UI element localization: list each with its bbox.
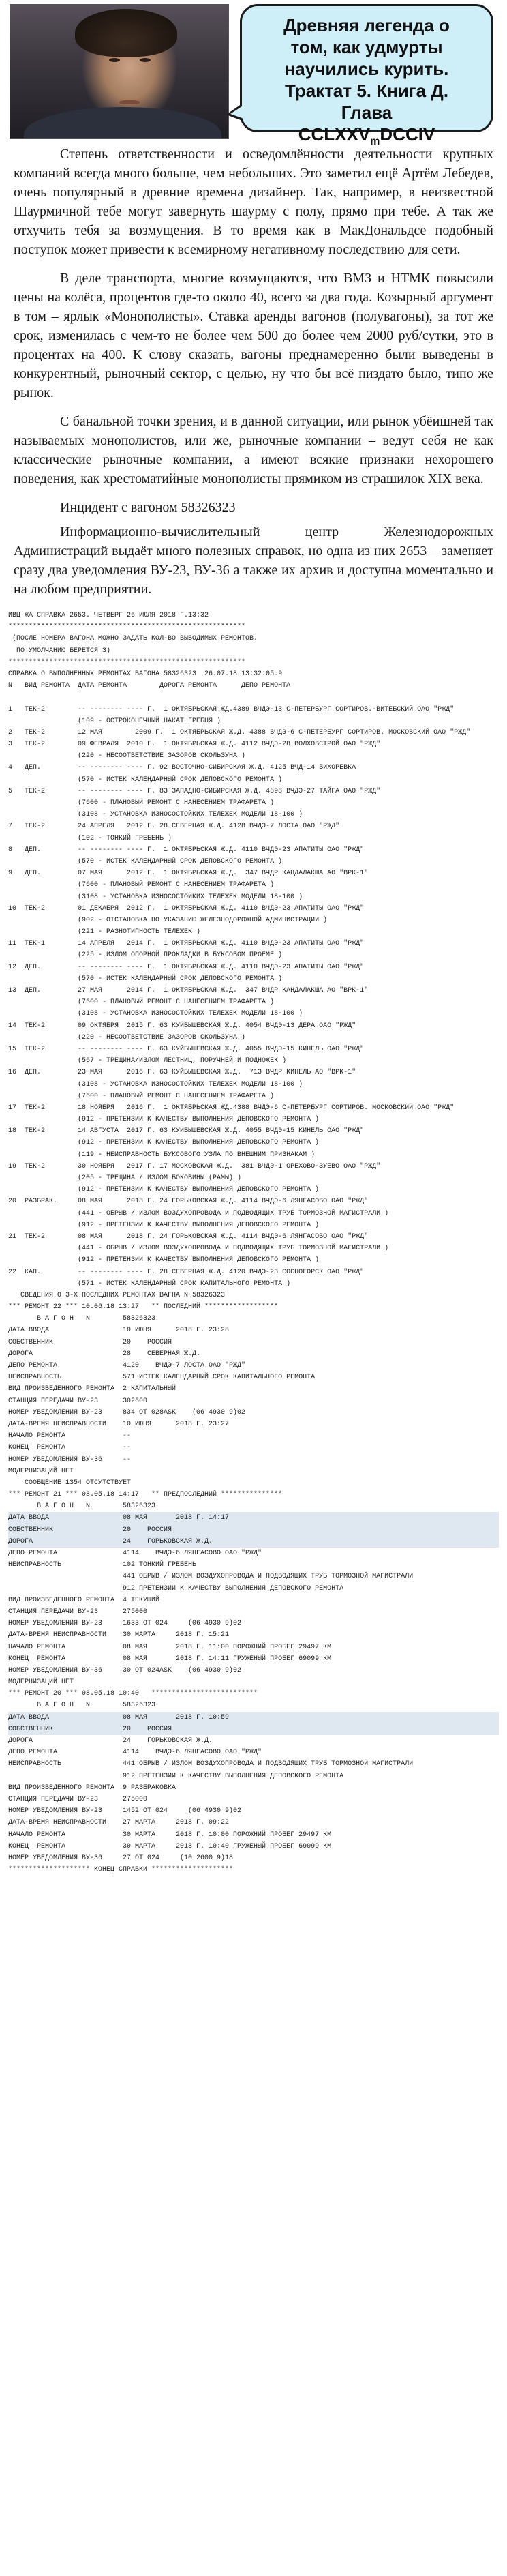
printout-line: 912 ПРЕТЕНЗИИ К КАЧЕСТВУ ВЫПОЛНЕНИЯ ДЕПОВСКОГО РЕМОНТА bbox=[8, 1584, 344, 1593]
printout-line: 12 ДЕП. -- -------- ---- Г. 1 ОКТЯБРЬСКАЯ Ж.Д. 4110 ВЧДЭ-23 АПАТИТЫ ОАО "РЖД" bbox=[8, 963, 365, 971]
portrait-eye bbox=[140, 58, 151, 62]
printout-line: ПО УМОЛЧАНИЮ БЕРЕТСЯ 3) bbox=[8, 647, 111, 655]
speech-bubble bbox=[240, 4, 493, 148]
printout-line: НОМЕР УВЕДОМЛЕНИЯ ВУ-23 1633 ОТ 024 (06 4930 9)02 bbox=[8, 1620, 242, 1628]
printout-line: НАЧАЛО РЕМОНТА 30 МАРТА 2018 Г. 10:00 ПОРОЖНИЙ ПРОБЕГ 29497 КМ bbox=[8, 1831, 332, 1839]
header bbox=[0, 0, 507, 148]
printout-line: 15 ТЕК-2 -- -------- ---- Г. 63 КУЙБЫШЕВСКАЯ Ж.Д. 4055 ВЧДЭ-15 КИНЕЛЬ ОАО "РЖД" bbox=[8, 1045, 365, 1053]
printout-line: (570 - ИСТЕК КАЛЕНДАРНЫЙ СРОК ДЕПОВСКОГО РЕМОНТА ) bbox=[8, 975, 283, 983]
printout-line: (7600 - ПЛАНОВЫЙ РЕМОНТ С НАНЕСЕНИЕМ ТРАФАРЕТА ) bbox=[8, 998, 275, 1007]
printout-line: (912 - ПРЕТЕНЗИИ К КАЧЕСТВУ ВЫПОЛНЕНИЯ ДЕПОВСКОГО РЕМОНТА ) bbox=[8, 1116, 320, 1124]
printout-line: (221 - РАЗНОТИПНОСТЬ ТЕЛЕЖЕК ) bbox=[8, 928, 201, 936]
printout-line: В А Г О Н N 58326323 bbox=[8, 1702, 156, 1710]
printout-line: (570 - ИСТЕК КАЛЕНДАРНЫЙ СРОК ДЕПОВСКОГО РЕМОНТА ) bbox=[8, 857, 283, 865]
chapter-suffix: DCCIV bbox=[380, 124, 435, 145]
bubble-line: Трактат 5. Книга Д. bbox=[284, 80, 449, 101]
printout-line: ИВЦ ЖА СПРАВКА 2653. ЧЕТВЕРГ 26 ИЮЛЯ 2018 Г.13:32 bbox=[8, 612, 209, 619]
printout-line: *** РЕМОНТ 22 *** 10.06.18 13:27 ** ПОСЛЕДНИЙ ****************** bbox=[8, 1303, 279, 1312]
printout-line: (220 - НЕСООТВЕТСТВИЕ ЗАЗОРОВ СКОЛЬЗУНА ) bbox=[8, 752, 246, 760]
printout-line: (ПОСЛЕ НОМЕРА ВАГОНА МОЖНО ЗАДАТЬ КОЛ-ВО ВЫВОДИМЫХ РЕМОНТОВ. bbox=[8, 635, 258, 643]
printout-line: 20 РАЗБРАК. 08 МАЯ 2018 Г. 24 ГОРЬКОВСКАЯ Ж.Д. 4114 ВЧДЭ-6 ЛЯНГАСОВО ОАО "РЖД" bbox=[8, 1198, 369, 1206]
printout-line: (225 - ИЗЛОМ ОПОРНОЙ ПРОКЛАДКИ В БУКСОВОМ ПРОЕМЕ ) bbox=[8, 951, 283, 960]
printout-line: (570 - ИСТЕК КАЛЕНДАРНЫЙ СРОК ДЕПОВСКОГО РЕМОНТА ) bbox=[8, 775, 283, 784]
printout-line: МОДЕРНИЗАЦИЙ НЕТ bbox=[8, 1678, 74, 1687]
printout-line: (912 - ПРЕТЕНЗИИ К КАЧЕСТВУ ВЫПОЛНЕНИЯ ДЕПОВСКОГО РЕМОНТА ) bbox=[8, 1221, 320, 1229]
printout-line: 11 ТЕК-1 14 АПРЕЛЯ 2014 Г. 1 ОКТЯБРЬСКАЯ Ж.Д. 4110 ВЧДЭ-23 АПАТИТЫ ОАО "РЖД" bbox=[8, 940, 365, 948]
article-paragraph: С банальной точки зрения, и в данной ситуации, или рынок убёишней так называемых монополистов, или же, рыночные компании – ведут себя не как классические рыночные компании, а имеют всякие признаки нехорошего поведения, как хрестоматийные монополисты прямиком из страшилок XIX века. bbox=[14, 414, 493, 486]
printout-line: *** РЕМОНТ 20 *** 08.05.18 10:40 ************************** bbox=[8, 1690, 258, 1698]
printout-line: 22 КАП. -- -------- ---- Г. 28 СЕВЕРНАЯ Ж.Д. 4120 ВЧДЭ-23 СОСНОГОРСК ОАО "РЖД" bbox=[8, 1268, 365, 1276]
printout-line: 3 ТЕК-2 09 ФЕВРАЛЯ 2010 Г. 1 ОКТЯБРЬСКАЯ Ж.Д. 4112 ВЧДЭ-28 ВОЛХОВСТРОЙ ОАО "РЖД" bbox=[8, 741, 381, 749]
printout-line: 18 ТЕК-2 14 АВГУСТА 2017 Г. 63 КУЙБЫШЕВСКАЯ Ж.Д. 4055 ВЧДЭ-15 КИНЕЛЬ ОАО "РЖД" bbox=[8, 1127, 365, 1136]
printout-line: СОБСТВЕННИК 20 РОССИЯ bbox=[8, 1723, 499, 1735]
printout-line: МОДЕРНИЗАЦИЙ НЕТ bbox=[8, 1467, 74, 1475]
bubble-line: научились курить. bbox=[284, 59, 449, 79]
printout-line: (441 - ОБРЫВ / ИЗЛОМ ВОЗДУХОПРОВОДА И ПОДВОДЯЩИХ ТРУБ ТОРМОЗНОЙ МАГИСТРАЛИ ) bbox=[8, 1209, 389, 1217]
portrait-eye bbox=[109, 58, 120, 62]
printout-line: НОМЕР УВЕДОМЛЕНИЯ ВУ-23 834 ОТ 028АSK (06 4930 9)02 bbox=[8, 1408, 246, 1417]
printout-line: ********************************************************** bbox=[8, 623, 246, 632]
printout-line: НОМЕР УВЕДОМЛЕНИЯ ВУ-36 30 ОТ 024ASK (06 4930 9)02 bbox=[8, 1666, 242, 1674]
printout-line: НАЧАЛО РЕМОНТА 08 МАЯ 2018 Г. 11:00 ПОРОЖНИЙ ПРОБЕГ 29497 КМ bbox=[8, 1643, 332, 1651]
printout-line: (7600 - ПЛАНОВЫЙ РЕМОНТ С НАНЕСЕНИЕМ ТРАФАРЕТА ) bbox=[8, 881, 275, 889]
printout-line: (902 - ОТСТАНОВКА ПО УКАЗАНИЮ ЖЕЛЕЗНОДОРОЖНОЙ АДМИНИСТРАЦИИ ) bbox=[8, 916, 328, 924]
printout-line: ДОРОГА 24 ГОРЬКОВСКАЯ Ж.Д. bbox=[8, 1737, 213, 1745]
printout-line: 9 ДЕП. 07 МАЯ 2012 Г. 1 ОКТЯБРЬСКАЯ Ж.Д. 347 ВЧДР КАНДАЛАКША АО "ВРК-1" bbox=[8, 870, 369, 878]
printout-line: ВИД ПРОИЗВЕДЕННОГО РЕМОНТА 4 ТЕКУЩИЙ bbox=[8, 1596, 160, 1604]
printout-line: ДАТА ВВОДА 08 МАЯ 2018 Г. 14:17 bbox=[8, 1512, 499, 1524]
printout-line: ДАТА-ВРЕМЯ НЕИСПРАВНОСТИ 10 ИЮНЯ 2018 Г. 23:27 bbox=[8, 1420, 230, 1428]
printout-line: (567 - ТРЕЩИНА/ИЗЛОМ ЛЕСТНИЦ, ПОРУЧНЕЙ И ПОДНОЖЕК ) bbox=[8, 1057, 287, 1065]
printout-line: ДАТА-ВРЕМЯ НЕИСПРАВНОСТИ 30 МАРТА 2018 Г. 15:21 bbox=[8, 1631, 230, 1640]
printout-line: (912 - ПРЕТЕНЗИИ К КАЧЕСТВУ ВЫПОЛНЕНИЯ ДЕПОВСКОГО РЕМОНТА ) bbox=[8, 1256, 320, 1264]
portrait-hair bbox=[75, 9, 177, 57]
printout-line: 8 ДЕП. -- -------- ---- Г. 1 ОКТЯБРЬСКАЯ Ж.Д. 4110 ВЧДЭ-23 АПАТИТЫ ОАО "РЖД" bbox=[8, 846, 365, 854]
article-paragraph: Информационно-вычислительный центр Железнодорожных Администраций выдаёт много полезных справок, но одна из них 2653 – заменяет сразу два уведомления ВУ-23, ВУ-36 а также их архив и доступна моментально и на любом предприятии. bbox=[14, 524, 493, 597]
printout-line: СООБЩЕНИЕ 1354 ОТСУТСТВУЕТ bbox=[8, 1479, 132, 1487]
printout-line: 7 ТЕК-2 24 АПРЕЛЯ 2012 Г. 28 СЕВЕРНАЯ Ж.Д. 4128 ВЧДЭ-7 ЛОСТА ОАО "РЖД" bbox=[8, 823, 340, 831]
printout-line: ДАТА ВВОДА 10 ИЮНЯ 2018 Г. 23:28 bbox=[8, 1327, 230, 1335]
bubble-line-chapter bbox=[250, 123, 483, 153]
bubble-line: Древняя легенда о bbox=[283, 15, 450, 35]
printout-line: НЕИСПРАВНОСТЬ 441 ОБРЫВ / ИЗЛОМ ВОЗДУХОПРОВОДА И ПОДВОДЯЩИХ ТРУБ ТОРМОЗНОЙ МАГИСТРАЛИ bbox=[8, 1760, 414, 1768]
printout-line: ДЕПО РЕМОНТА 4114 ВЧДЭ-6 ЛЯНГАСОВО ОАО "РЖД" bbox=[8, 1550, 262, 1557]
printout-line: ДОРОГА 28 СЕВЕРНАЯ Ж.Д. bbox=[8, 1350, 201, 1358]
article-paragraph: Степень ответственности и осведомлённости деятельности крупных компаний всегда много больше, чем небольших. Это заметил ещё Артём Лебедев, очень популярный в древние времена дизайнер. Так, например, в неизвестной Шаурмичной тебе могут завернуть шаурму с полу, прямо при тебе. А так же отхучить тебя за возмущения. В то время как в МакДональдсе подобный поступок может привести к всемирному негативному последствию для сети. bbox=[14, 147, 493, 257]
printout-line: СТАНЦИЯ ПЕРЕДАЧИ ВУ-23 302600 bbox=[8, 1397, 148, 1405]
article-paragraph: В деле транспорта, многие возмущаются, что ВМЗ и НТМК повысили цены на колёса, процентов где-то около 40, всего за два года. Козырный аргумент в том – ярлык «Монополисты». Ставка аренды вагонов (полувагоны), за тот же срок, изменилась с чем-то не более чем 500 до более чем 2000 руб/сутки, это в процентах на 400. К слову сказать, вагоны преднамеренно были выведены в конкурентный, рыночный сектор, с целью, ну что бы всё пиздато было, типо же рынок. bbox=[14, 271, 493, 400]
portrait-mouth bbox=[119, 100, 140, 104]
printout-line: N ВИД РЕМОНТА ДАТА РЕМОНТА ДОРОГА РЕМОНТА ДЕПО РЕМОНТА bbox=[8, 682, 291, 690]
printout-line: ДЕПО РЕМОНТА 4120 ВЧДЭ-7 ЛОСТА ОАО "РЖД" bbox=[8, 1362, 246, 1370]
printout-line: ДОРОГА 24 ГОРЬКОВСКАЯ Ж.Д. bbox=[8, 1536, 499, 1548]
printout-line: 4 ДЕП. -- -------- ---- Г. 92 ВОСТОЧНО-СИБИРСКАЯ Ж.Д. 4125 ВЧД-14 ВИХОРЕВКА bbox=[8, 764, 356, 772]
printout-line: СВЕДЕНИЯ О 3-Х ПОСЛЕДНИХ РЕМОНТАХ ВАГНА N 58326323 bbox=[8, 1291, 226, 1299]
printout-line: ******************** КОНЕЦ СПРАВКИ ******************** bbox=[8, 1866, 234, 1874]
printout-line: КОНЕЦ РЕМОНТА -- bbox=[8, 1444, 132, 1452]
portrait-photo bbox=[10, 4, 229, 139]
printout-line: (912 - ПРЕТЕНЗИИ К КАЧЕСТВУ ВЫПОЛНЕНИЯ ДЕПОВСКОГО РЕМОНТА ) bbox=[8, 1139, 320, 1147]
printout-line: В А Г О Н N 58326323 bbox=[8, 1502, 156, 1511]
printout-line: (912 - ПРЕТЕНЗИИ К КАЧЕСТВУ ВЫПОЛНЕНИЯ ДЕПОВСКОГО РЕМОНТА ) bbox=[8, 1186, 320, 1194]
portrait-shoulders bbox=[24, 107, 221, 139]
printout-line: 17 ТЕК-2 18 НОЯБРЯ 2016 Г. 1 ОКТЯБРЬСКАЯ ЖД.4388 ВЧДЭ-6 С-ПЕТЕРБУРГ СОРТИРОВ. МОСКОВСКИЙ ОАО "РЖД" bbox=[8, 1104, 455, 1112]
printout-line: 14 ТЕК-2 09 ОКТЯБРЯ 2015 Г. 63 КУЙБЫШЕВСКАЯ Ж.Д. 4054 ВЧДЭ-13 ДЕРА ОАО "РЖД" bbox=[8, 1022, 356, 1030]
printout-line: *** РЕМОНТ 21 *** 08.05.18 14:17 ** ПРЕДПОСЛЕДНИЙ *************** bbox=[8, 1491, 283, 1499]
printout-line: СТАНЦИЯ ПЕРЕДАЧИ ВУ-23 275000 bbox=[8, 1608, 148, 1616]
printout-line: (109 - ОСТРОКОНЕЧНЫЙ НАКАТ ГРЕБНЯ ) bbox=[8, 717, 221, 725]
chapter-prefix: CCLXXV bbox=[298, 124, 371, 145]
printout-line: (205 - ТРЕЩИНА / ИЗЛОМ БОКОВИНЫ (РАМЫ) ) bbox=[8, 1174, 242, 1182]
printout-line: (441 - ОБРЫВ / ИЗЛОМ ВОЗДУХОПРОВОДА И ПОДВОДЯЩИХ ТРУБ ТОРМОЗНОЙ МАГИСТРАЛИ ) bbox=[8, 1245, 389, 1253]
printout-line: (3108 - УСТАНОВКА ИЗНОСОСТОЙКИХ ТЕЛЕЖЕК МОДЕЛИ 18-100 ) bbox=[8, 1080, 303, 1089]
printout-line: НЕИСПРАВНОСТЬ 571 ИСТЕК КАЛЕНДАРНЫЙ СРОК КАПИТАЛЬНОГО РЕМОНТА bbox=[8, 1374, 316, 1382]
printout-line: ********************************************************** bbox=[8, 658, 246, 666]
printout-line: (102 - ТОНКИЙ ГРЕБЕНЬ ) bbox=[8, 834, 172, 842]
printout-line: 441 ОБРЫВ / ИЗЛОМ ВОЗДУХОПРОВОДА И ПОДВОДЯЩИХ ТРУБ ТОРМОЗНОЙ МАГИСТРАЛИ bbox=[8, 1573, 414, 1581]
article bbox=[0, 145, 507, 599]
printout-line: СОБСТВЕННИК 20 РОССИЯ bbox=[8, 1338, 172, 1346]
printout-line: КОНЕЦ РЕМОНТА 08 МАЯ 2018 Г. 14:11 ГРУЖЕНЫЙ ПРОБЕГ 69099 КМ bbox=[8, 1655, 332, 1663]
printout-line: 5 ТЕК-2 -- -------- ---- Г. 83 ЗАПАДНО-СИБИРСКАЯ Ж.Д. 4898 ВЧДЭ-27 ТАЙГА ОАО "РЖД" bbox=[8, 787, 381, 795]
printout-line: 21 ТЕК-2 08 МАЯ 2018 Г. 24 ГОРЬКОВСКАЯ Ж.Д. 4114 ВЧДЭ-6 ЛЯНГАСОВО ОАО "РЖД" bbox=[8, 1232, 369, 1241]
printout-line: (7600 - ПЛАНОВЫЙ РЕМОНТ С НАНЕСЕНИЕМ ТРАФАРЕТА ) bbox=[8, 1092, 275, 1100]
bubble-line: Глава bbox=[341, 102, 393, 123]
printout-line: КОНЕЦ РЕМОНТА 30 МАРТА 2018 Г. 10:40 ГРУЖЕНЫЙ ПРОБЕГ 69099 КМ bbox=[8, 1842, 332, 1850]
chapter-sub: m bbox=[370, 136, 380, 148]
printout-line: СТАНЦИЯ ПЕРЕДАЧИ ВУ-23 275000 bbox=[8, 1795, 148, 1803]
printout-line: (3108 - УСТАНОВКА ИЗНОСОСТОЙКИХ ТЕЛЕЖЕК МОДЕЛИ 18-100 ) bbox=[8, 811, 303, 819]
printout-line: 13 ДЕП. 27 МАЯ 2014 Г. 1 ОКТЯБРЬСКАЯ Ж.Д. 347 ВЧДР КАНДАЛАКША АО "ВРК-1" bbox=[8, 987, 369, 994]
printout-line: ДАТА-ВРЕМЯ НЕИСПРАВНОСТИ 27 МАРТА 2018 Г. 09:22 bbox=[8, 1819, 230, 1827]
printout-line: (119 - НЕИСПРАВНОСТЬ БУКСОВОГО УЗЛА ПО ВНЕШНИМ ПРИЗНАКАМ ) bbox=[8, 1151, 316, 1159]
printout-line: НОМЕР УВЕДОМЛЕНИЯ ВУ-23 1452 ОТ 024 (06 4930 9)02 bbox=[8, 1807, 242, 1816]
speech-bubble-tail-fill bbox=[230, 105, 244, 119]
printout-line: ВИД ПРОИЗВЕДЕННОГО РЕМОНТА 9 РАЗБРАКОВКА bbox=[8, 1783, 176, 1792]
printout-line: 10 ТЕК-2 01 ДЕКАБРЯ 2012 Г. 1 ОКТЯБРЬСКАЯ Ж.Д. 4110 ВЧДЭ-23 АПАТИТЫ ОАО "РЖД" bbox=[8, 904, 365, 913]
bubble-line: том, как удмурты bbox=[290, 37, 443, 57]
printout-line: 912 ПРЕТЕНЗИИ К КАЧЕСТВУ ВЫПОЛНЕНИЯ ДЕПОВСКОГО РЕМОНТА bbox=[8, 1772, 344, 1780]
printout-line: (7600 - ПЛАНОВЫЙ РЕМОНТ С НАНЕСЕНИЕМ ТРАФАРЕТА ) bbox=[8, 799, 275, 807]
printout-line bbox=[8, 692, 499, 703]
printout-line: ДЕПО РЕМОНТА 4114 ВЧДЭ-6 ЛЯНГАСОВО ОАО "РЖД" bbox=[8, 1749, 262, 1757]
reference-printout bbox=[8, 610, 499, 1876]
printout-line: СОБСТВЕННИК 20 РОССИЯ bbox=[8, 1524, 499, 1536]
printout-line: (3108 - УСТАНОВКА ИЗНОСОСТОЙКИХ ТЕЛЕЖЕК МОДЕЛИ 18-100 ) bbox=[8, 1010, 303, 1018]
printout-line: СПРАВКА О ВЫПОЛНЕННЫХ РЕМОНТАХ ВАГОНА 58326323 26.07.18 13:32:05.9 bbox=[8, 670, 283, 678]
printout-line: В А Г О Н N 58326323 bbox=[8, 1315, 156, 1323]
printout-line: НОМЕР УВЕДОМЛЕНИЯ ВУ-36 27 ОТ 024 (10 2600 9)18 bbox=[8, 1854, 234, 1862]
printout-line: ВИД ПРОИЗВЕДЕННОГО РЕМОНТА 2 КАПИТАЛЬНЫЙ bbox=[8, 1385, 176, 1393]
printout-line: 2 ТЕК-2 12 МАЯ 2009 Г. 1 ОКТЯБРЬСКАЯ Ж.Д. 4388 ВЧДЭ-6 С-ПЕТЕРБУРГ СОРТИРОВ. МОСКОВСКИЙ ОАО "РЖД" bbox=[8, 728, 471, 737]
printout-line: (3108 - УСТАНОВКА ИЗНОСОСТОЙКИХ ТЕЛЕЖЕК МОДЕЛИ 18-100 ) bbox=[8, 893, 303, 901]
printout-line: НОМЕР УВЕДОМЛЕНИЯ ВУ-36 -- bbox=[8, 1455, 132, 1464]
printout-line: (220 - НЕСООТВЕТСТВИЕ ЗАЗОРОВ СКОЛЬЗУНА ) bbox=[8, 1033, 246, 1041]
printout-line: ДАТА ВВОДА 08 МАЯ 2018 Г. 10:59 bbox=[8, 1712, 499, 1723]
printout-line: 16 ДЕП. 23 МАЯ 2016 Г. 63 КУЙБЫШЕВСКАЯ Ж.Д. 713 ВЧДР КИНЕЛЬ АО "ВРК-1" bbox=[8, 1069, 356, 1077]
printout-line: НЕИСПРАВНОСТЬ 102 ТОНКИЙ ГРЕБЕНЬ bbox=[8, 1561, 197, 1569]
printout-line: НАЧАЛО РЕМОНТА -- bbox=[8, 1432, 132, 1440]
incident-title: Инцидент с вагоном 58326323 bbox=[60, 500, 236, 515]
printout-line: 19 ТЕК-2 30 НОЯБРЯ 2017 Г. 17 МОСКОВСКАЯ Ж.Д. 381 ВЧДЭ-1 ОРЕХОВО-ЗУЕВО ОАО "РЖД" bbox=[8, 1162, 381, 1170]
printout-line: 1 ТЕК-2 -- -------- ---- Г. 1 ОКТЯБРЬСКАЯ ЖД.4389 ВЧДЭ-13 С-ПЕТЕРБУРГ СОРТИРОВ.-ВИТЕБСКИЙ ОАО "РЖД" bbox=[8, 705, 455, 713]
printout-line: (571 - ИСТЕК КАЛЕНДАРНЫЙ СРОК КАПИТАЛЬНОГО РЕМОНТА ) bbox=[8, 1279, 291, 1288]
